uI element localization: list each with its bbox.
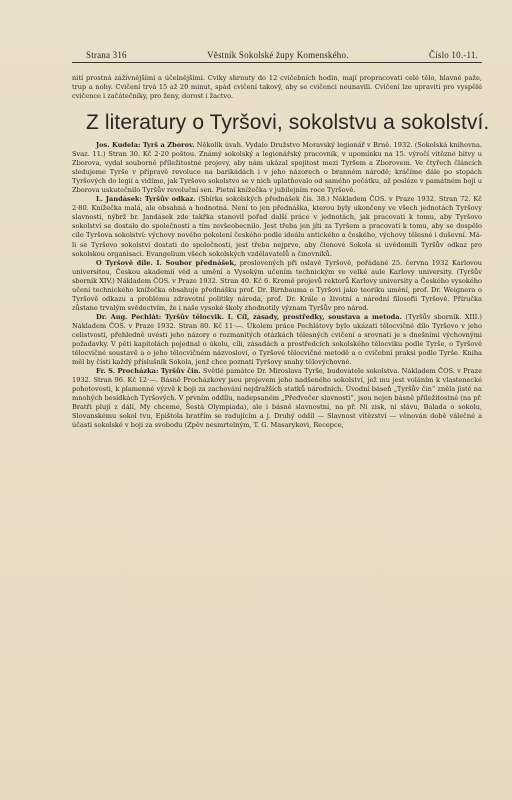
review-entry	[72, 313, 482, 367]
entry-heading: L. Jandásek: Tyršův odkaz.	[96, 195, 196, 204]
running-header	[72, 50, 482, 63]
entry-heading: Dr. Aug. Pechlát: Tyršův tělocvik. I. Cíl, zásady, prostředky, soustava a metoda.	[96, 312, 402, 321]
page-number: Strana 316	[86, 50, 127, 60]
entry-text: proslovených při oslavě Tyršově, pořádané 25. června 1932 Karlovou universitou, Českou akademií věd a umění a Vysokým učením technickým ve velké aule Karlovy university. (Tyršův sborník XIV.) Nákladem ČOS. v Praze 1932. Stran 40. Kč 6. Kromě projevů rektorů Karlovy university a Českého vysokého učení technického knížečka obsahuje přednášku prof. Dr. Birnbauma o Tyršovi jako teoriku umění, prof. Dr. Weignera o Tyršově odkazu a problému zdravotní politiky národa, prof. Dr. Krále o životní a národní filosofii Tyršově. Příručka zůstane trvalým svědectvím, že i naše vysoké školy zhodnotily význam Tyršův pro národ.	[72, 258, 482, 312]
entry-heading: O Tyršově díle. I. Soubor přednášek,	[96, 258, 237, 267]
entry-text: (Sbírka sokolských přednášek čís. 38.) Nákladem ČOS. v Praze 1932. Stran 72. Kč 2·80. Knížečka malá, ale obsahná a hodnotná. Není to jen přednáška, kterou byly ukončeny ve všech jednotách Tyršovy slavnosti, nýbrž br. Jandásek zde takřka stanovil pořad další práce v jednotách, jak pracovati k tomu, aby Tyršovo sokolství se dostalo do společnosti a tím zevšeobecnilo. Jest třeba jen jíti za Tyršem a pracovati k tomu, aby se dospělo cíle Tyršova sokolství: výchovy nového pokolení českého podle ideálu antického a českého, výchovy tělesné i duševní. Má-li se Tyršovo sokolství dostati do společnosti, jest třeba nejprve, aby členové Sokola si uvědomili Tyršův odkaz pro sokolskou organisaci. Evangelium všech sokolských vzdělavatelů a činovníků.	[72, 195, 482, 258]
section-title: Z literatury o Tyršovi, sokolstvu a sokolství.	[86, 111, 490, 134]
review-entry	[72, 259, 482, 313]
intro-paragraph: nití prostná zážívnějšími a účelnějšími. Cviky shrnuty do 12 cvičebních hodin, mají propracovati celé tělo, hlavně paže, trup a nohy. Cvičení trvá 15 až 20 minut, spád cvičení takový, aby se cvičenci neunavili. Cvičení lze upraviti pro vyspělé cvičence i začátečníky, pro ženy, dorost i žactvo.	[72, 74, 482, 100]
review-entry	[72, 141, 482, 195]
journal-title: Věstník Sokolské župy Komenského.	[207, 50, 349, 60]
issue-number: Číslo 10.-11.	[428, 50, 478, 60]
entry-text: (Tyršův sborník. XIII.) Nákladem ČOS. v Praze 1932. Stran 80. Kč 11·—. Úkolem práce Pechlátovy bylo ukázati tělocvičné dílo Tyršovo v jeho celistvosti, přehledně uvésti jeho názory o rozmanitých otázkách tělesných cvičení a srovnati je s dnešními výchovnými požadavky. V pěti kapitolách pojednal o úkolu, cíli, zásadách a prostředcích sokolského tělocviku podle Tyrše, o Tyršově tělocvičné soustavě a o jeho tělocvičném názvosloví, o Tyršově tělocvičné metodě a o cvičební praksi podle Tyrše. Kniha měl by čísti každý příslušník Sokola, jenž chce poznati Tyršovy snahy tělovýchovné.	[72, 312, 483, 367]
review-entry	[72, 195, 482, 258]
entry-heading: Fr. S. Procházka: Tyršův čin.	[96, 367, 201, 376]
review-entry	[72, 367, 482, 430]
entry-text: Světlé památce Dr. Miroslava Tyrše, budovatele sokolstva. Nákladem ČOS. v Praze 1932. Stran 96. Kč 12·—. Básně Procházkovy jsou projevem jeho nadšeného sokolství, jež mu jest voláním k vlastenecké pohotovosti, k plamenné výzvě k boji za zachování nejdražších statků národních. Úvodní báseň „Tyršův čin“ zněla jistě na mnohých besídkách Tyršových. V prvním oddílu, nadepsaném „Předvečer slavnosti“, jsou nejen básně příležitostné (na př. Bratři plují z dálí, My chceme, Šestá Olympiada), ale i básně slavnostní, na př. Ni zisk, ni slávu, Balada o sokolu, Slovanskému sokol tvu, Epištola bratřím se radujícím a j. Druhý oddíl — Slavnost vítězství — věnován době válečné a účasti sokolské v boji za svobodu (Zpěv nesmrtelným, T. G. Masarykovi, Recepce,	[72, 367, 482, 430]
entry-text: Několik úvah. Vydalo Družstvo Moravský legionář v Brně. 1932. (Sokolská knihovna. Svaz. 11.) Stran 30. Kč 2·20 poštou. Známý sokolský a legionářský pracovník, v upomínku na 15. výročí vítězné bitvy u Zborova, vydal souborně příležitostné projevy, aby nám ukázal spojitost mezi Tyršem a Zborovem. Ve čtyřech článcích sledujeme Tyrše v přípravě revoluce na barikádách i v jeho názorech o branném národě; kráčíme dále po stopách Tyršových do legií a vidíme, jak Tyršovo sokolstvo se v nich uplatňovalo od samého počátku, až posléze v památném boji u Zborova uskutečnilo Tyršův revoluční sen. Pietní knížečka v jubilejním roce Tyršově.	[72, 141, 482, 195]
entry-heading: Jos. Kudela: Tyrš a Zborov.	[96, 141, 195, 149]
